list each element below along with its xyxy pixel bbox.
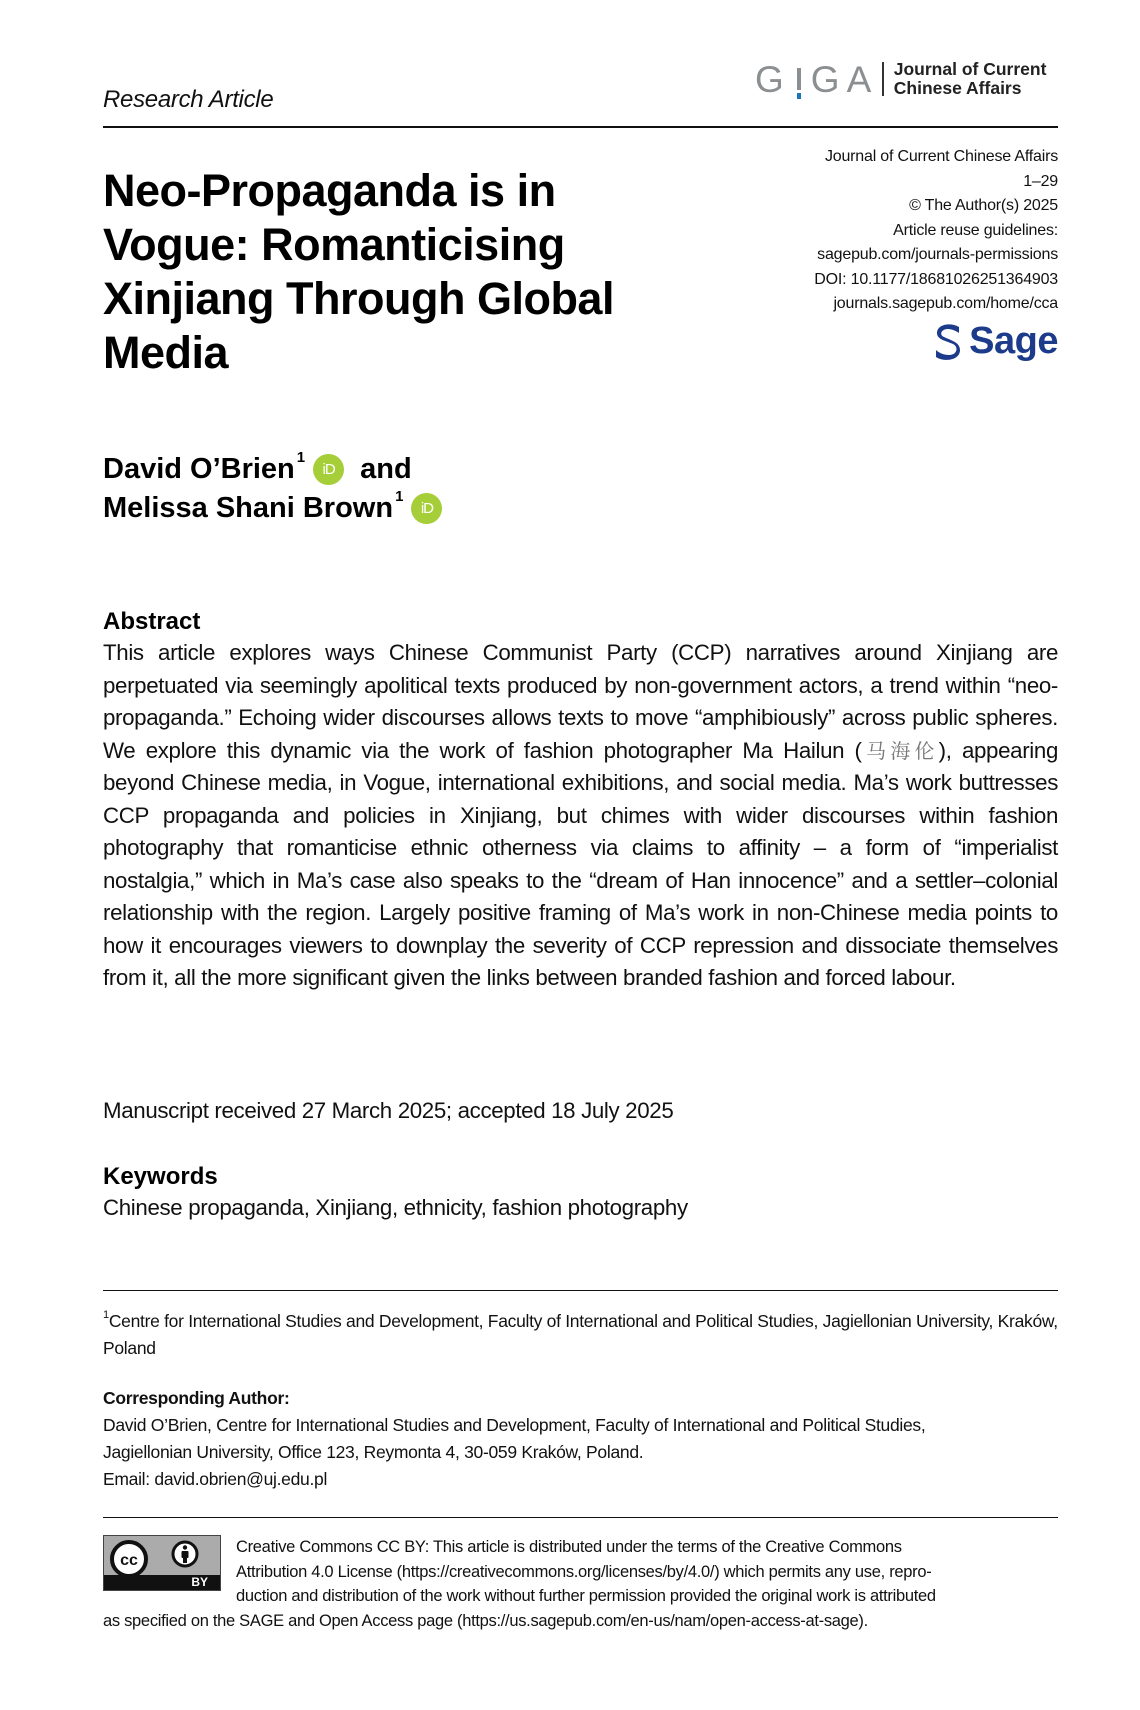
corresponding-author-email[interactable]: Email: david.obrien@uj.edu.pl	[103, 1469, 328, 1489]
author-name[interactable]: David O’Brien	[103, 453, 295, 485]
article-type-label: Research Article	[103, 86, 274, 113]
giga-letter-g: G	[755, 58, 791, 100]
abstract-text	[103, 637, 1058, 995]
corresponding-author-line-1: David O’Brien, Centre for International Studies and Development, Faculty of International and Political Studies,	[103, 1415, 926, 1435]
license-line-2[interactable]: Attribution 4.0 License (https://creativecommons.org/licenses/by/4.0/) which permits any use, repro-	[236, 1562, 932, 1581]
journal-logo[interactable]	[755, 58, 1046, 100]
abstract-section	[103, 607, 1058, 995]
cc-icon	[109, 1539, 149, 1579]
orcid-icon[interactable]: iD	[313, 454, 344, 485]
header-divider	[103, 126, 1058, 128]
affiliation-text: Centre for International Studies and Development, Faculty of International and Political Studies, Jagiellonian University, Kraków, Poland	[103, 1310, 1058, 1358]
keywords-text: Chinese propaganda, Xinjiang, ethnicity, fashion photography	[103, 1195, 688, 1220]
journal-name-line-1: Journal of Current	[893, 59, 1047, 79]
license-line-1: Creative Commons CC BY: This article is distributed under the terms of the Creative Commons	[236, 1538, 902, 1556]
svg-text:cc: cc	[120, 1552, 138, 1569]
author-line-1	[103, 450, 442, 489]
corresponding-author-line-2: Jagiellonian University, Office 123, Reymonta 4, 30-059 Kraków, Poland.	[103, 1442, 644, 1462]
chinese-name: 马海伦	[861, 738, 939, 763]
affiliation-mark: 1	[103, 1309, 109, 1321]
affiliation-footnote	[103, 1304, 1063, 1362]
orcid-icon[interactable]: iD	[411, 493, 442, 524]
abstract-heading: Abstract	[103, 608, 201, 635]
keywords-heading: Keywords	[103, 1163, 218, 1190]
footnote-divider	[103, 1290, 1058, 1291]
meta-pages: 1–29	[1023, 172, 1058, 190]
logo-divider	[882, 62, 884, 96]
keywords-section	[103, 1162, 1058, 1224]
giga-logo-icon	[755, 58, 879, 100]
meta-copyright: © The Author(s) 2025	[909, 197, 1058, 214]
author-list	[103, 450, 442, 528]
license-section	[103, 1535, 1058, 1633]
license-line-3: duction and distribution of the work without further permission provided the original work is attributed	[236, 1587, 936, 1605]
abstract-text-part-2: ), appearing beyond Chinese media, in Vogue, international exhibitions, and social media. Ma’s work buttresses CCP propaganda and policies in Xinjiang, but chimes with wider discourses within fashion photography that romanticise ethnic otherness via claims to affinity – a form of “imperialist nostalgia,” which in Ma’s case also speaks to the “dream of Han innocence” and a settler–colonial relationship with the region. Largely positive framing of Ma’s work in non-Chinese media points to how it encourages viewers to downplay the severity of CCP repression and dissociate themselves from it, all the more significant given the links between branded fashion and forced labour.	[103, 737, 1058, 990]
abstract-text-part-1: This article explores ways Chinese Communist Party (CCP) narratives around Xinjiang are perpetuated via seemingly apolitical texts produced by non-government actors, a trend within “neo-propaganda.” Echoing wider discourses allows texts to move “amphibiously” across public spheres. We explore this dynamic via the work of fashion photographer Ma Hailun (	[103, 640, 1058, 763]
article-meta	[728, 145, 1058, 317]
giga-letter-i-accent	[793, 64, 805, 98]
author-name[interactable]: Melissa Shani Brown	[103, 492, 394, 524]
meta-reuse-link[interactable]: sagepub.com/journals-permissions	[817, 246, 1058, 263]
sage-wordmark: Sage	[969, 320, 1058, 362]
article-title: Neo-Propaganda is in Vogue: Romanticising Xinjiang Through Global Media	[103, 165, 614, 378]
corresponding-author	[103, 1385, 1063, 1493]
sage-s-icon	[933, 323, 963, 361]
manuscript-dates: Manuscript received 27 March 2025; accepted 18 July 2025	[103, 1098, 674, 1123]
corresponding-author-label: Corresponding Author:	[103, 1388, 290, 1408]
cc-by-label: BY	[191, 1575, 208, 1589]
giga-letter-g2: G	[810, 58, 847, 100]
meta-journal: Journal of Current Chinese Affairs	[824, 148, 1058, 165]
affiliation-mark: 1	[296, 449, 306, 466]
meta-reuse-label: Article reuse guidelines:	[893, 221, 1058, 239]
author-conjunction: and	[360, 453, 412, 485]
cc-by-badge[interactable]	[103, 1535, 221, 1591]
attribution-person-icon	[170, 1539, 200, 1573]
meta-doi[interactable]: DOI: 10.1177/18681026251364903	[814, 270, 1058, 288]
author-line-2	[103, 489, 442, 528]
meta-journal-home-link[interactable]: journals.sagepub.com/home/cca	[833, 295, 1058, 312]
affiliation-mark: 1	[395, 488, 404, 505]
license-divider	[103, 1517, 1058, 1518]
license-line-4[interactable]: as specified on the SAGE and Open Access page (https://us.sagepub.com/en-us/nam/open-access-at-sage).	[103, 1611, 868, 1630]
journal-name	[894, 60, 1047, 98]
sage-logo[interactable]	[933, 320, 1058, 363]
license-text	[103, 1535, 1058, 1633]
journal-name-line-2: Chinese Affairs	[893, 78, 1022, 98]
giga-letter-a: A	[846, 58, 879, 100]
